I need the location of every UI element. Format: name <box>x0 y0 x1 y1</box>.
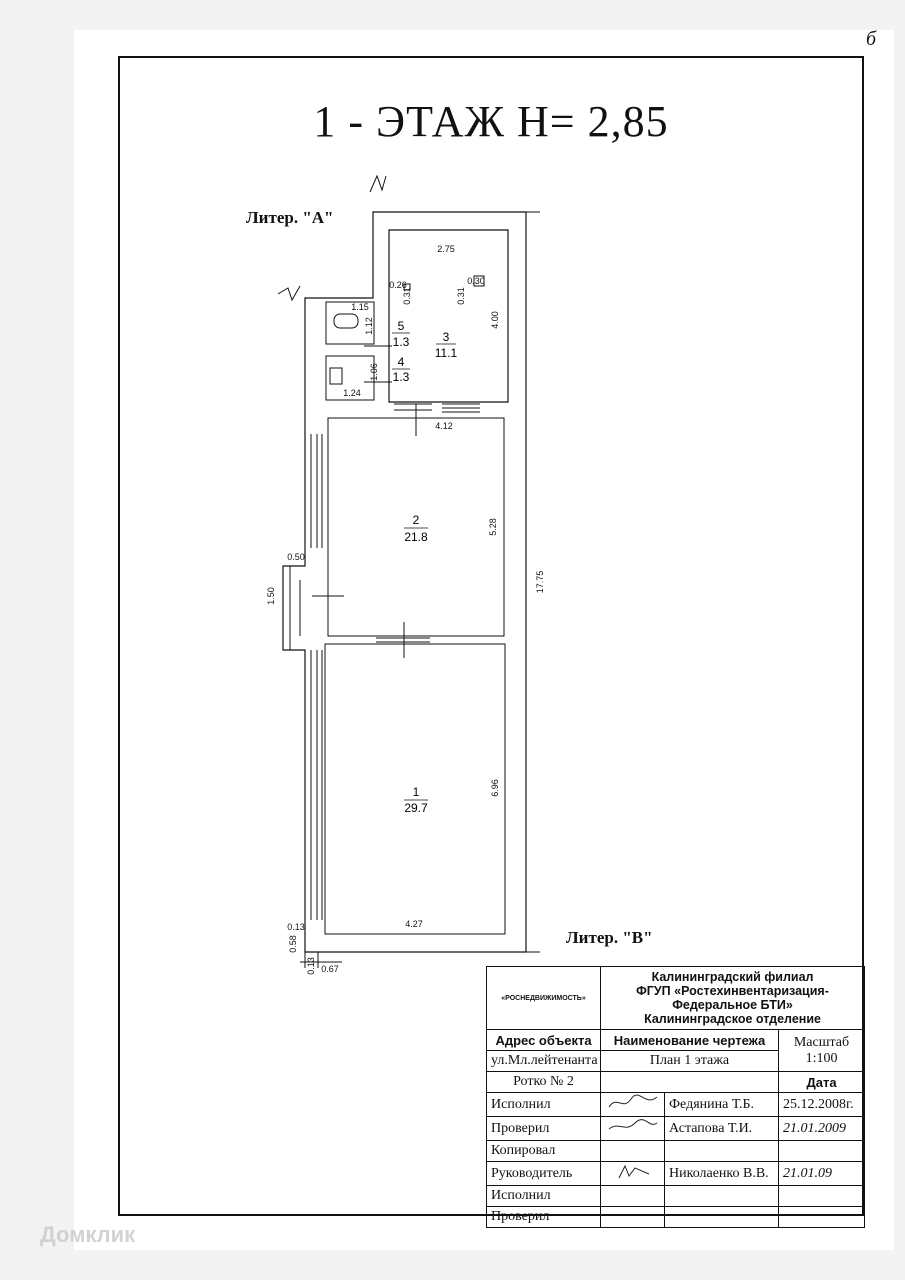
break-mark-left <box>278 286 300 300</box>
room-4-area: 1.3 <box>392 370 410 384</box>
page-mark: б <box>866 28 877 50</box>
dim-0-50: 0.50 <box>287 552 305 562</box>
date-cell: 21.01.2009 <box>779 1117 865 1141</box>
dim-0-26: 0.26 <box>389 280 407 290</box>
dim-0-58: 0.58 <box>288 935 298 953</box>
dim-4-00: 4.00 <box>490 311 500 329</box>
table-row <box>487 1141 865 1162</box>
break-mark-top <box>370 176 386 192</box>
org-line-3: Федеральное БТИ» <box>672 998 793 1012</box>
role-cell: Исполнил <box>487 1186 601 1207</box>
dim-1-12: 1.12 <box>364 317 374 335</box>
dim-1-06: 1.06 <box>369 363 379 381</box>
plan-title: 1 - ЭТАЖ H= 2,85 <box>313 97 669 146</box>
table-row <box>487 1186 865 1207</box>
windows <box>290 404 480 920</box>
room-1-area: 29.7 <box>404 801 428 815</box>
empty-cell <box>601 1072 779 1093</box>
table-row <box>487 1162 865 1186</box>
date-cell <box>779 1207 865 1228</box>
role-cell: Проверил <box>487 1117 601 1141</box>
dim-0-31-b: 0.31 <box>402 287 412 305</box>
date-cell <box>779 1141 865 1162</box>
date-label: Дата <box>779 1072 865 1093</box>
person-cell <box>665 1207 779 1228</box>
table-row <box>487 1207 865 1228</box>
address-line-2: Ротко № 2 <box>487 1072 601 1093</box>
table-row <box>487 1093 865 1117</box>
dim-6-96: 6.96 <box>490 779 500 797</box>
toilet-fixture <box>334 314 358 328</box>
signature <box>601 1162 665 1186</box>
signature <box>601 1141 665 1162</box>
title-block <box>486 966 865 1228</box>
liter-a-label: Литер. "А" <box>246 208 334 227</box>
scale-label: Масштаб <box>793 1034 850 1050</box>
address-label: Адрес объекта <box>487 1030 601 1051</box>
dim-1-50: 1.50 <box>266 587 276 605</box>
dim-4-12: 4.12 <box>435 421 453 431</box>
organization-name <box>601 967 865 1030</box>
signature <box>601 1207 665 1228</box>
dim-1-15: 1.15 <box>351 302 369 312</box>
scale-cell <box>779 1030 865 1072</box>
scale-value: 1:100 <box>805 1050 838 1066</box>
sink-fixture <box>330 368 342 384</box>
room-3-number: 3 <box>442 330 450 344</box>
watermark: Домклик <box>40 1222 136 1247</box>
org-line-4: Калининградское отделение <box>644 1012 821 1026</box>
liter-b-label: Литер. "В" <box>566 928 653 947</box>
dimension-labels <box>266 244 545 975</box>
drawing-name: План 1 этажа <box>601 1051 779 1072</box>
person-cell: Астапова Т.И. <box>665 1117 779 1141</box>
person-cell: Федянина Т.Б. <box>665 1093 779 1117</box>
org-line-1: Калининградский филиал <box>651 970 814 984</box>
room-2-outline <box>328 418 504 636</box>
date-cell: 25.12.2008г. <box>779 1093 865 1117</box>
org-line-2: ФГУП «Ростехинвентаризация- <box>636 984 829 998</box>
dim-5-28: 5.28 <box>488 518 498 536</box>
drawing-name-label: Наименование чертежа <box>601 1030 779 1051</box>
signature <box>601 1117 665 1141</box>
room-5-number: 5 <box>397 319 405 333</box>
room-1-number: 1 <box>412 785 420 799</box>
dim-1-24: 1.24 <box>343 388 361 398</box>
dim-0-30: 0.30 <box>467 276 485 286</box>
room-5-area: 1.3 <box>392 335 410 349</box>
date-cell: 21.01.09 <box>779 1162 865 1186</box>
dim-17-75: 17.75 <box>535 570 545 594</box>
room-2-area: 21.8 <box>404 530 428 544</box>
role-cell: Исполнил <box>487 1093 601 1117</box>
person-cell: Николаенко В.В. <box>665 1162 779 1186</box>
dim-0-13-b: 0.13 <box>306 957 316 975</box>
room-3-area: 11.1 <box>434 346 458 360</box>
room-labels <box>392 319 458 815</box>
table-row <box>487 1117 865 1141</box>
logo-cell: «РОСНЕДВИЖИМОСТЬ» <box>487 967 601 1030</box>
room-2-number: 2 <box>412 513 420 527</box>
dim-0-13-a: 0.13 <box>287 922 305 932</box>
dim-0-31-a: 0.31 <box>456 287 466 305</box>
dim-0-67: 0.67 <box>321 964 339 974</box>
person-cell <box>665 1141 779 1162</box>
dim-2-75: 2.75 <box>437 244 455 254</box>
dim-4-27: 4.27 <box>405 919 423 929</box>
person-cell <box>665 1186 779 1207</box>
signature <box>601 1093 665 1117</box>
role-cell: Проверил <box>487 1207 601 1228</box>
role-cell: Руководитель <box>487 1162 601 1186</box>
room-4-number: 4 <box>397 355 405 369</box>
role-cell: Копировал <box>487 1141 601 1162</box>
date-cell <box>779 1186 865 1207</box>
address-line-1: ул.Мл.лейтенанта <box>487 1051 601 1072</box>
signature <box>601 1186 665 1207</box>
